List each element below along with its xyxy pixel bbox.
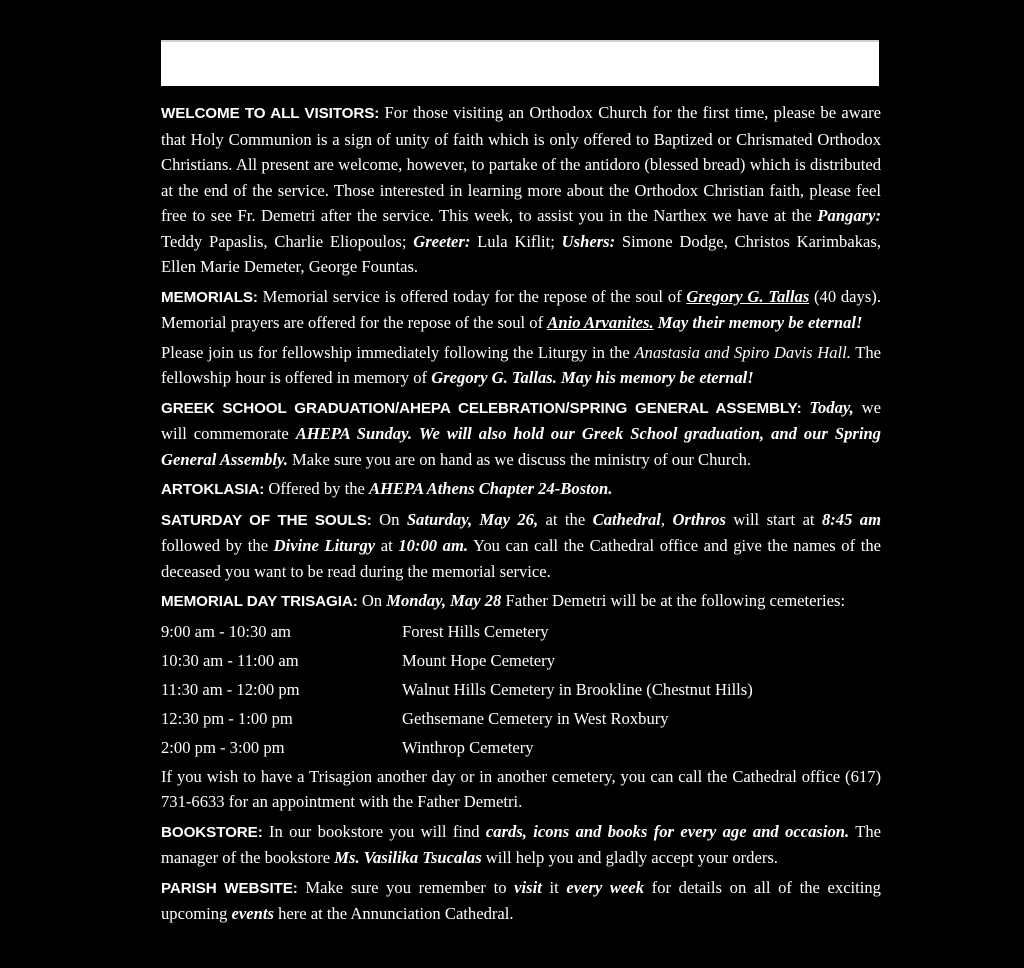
fellowship-paragraph: Please join us for fellowship immediately following the Liturgy in the Anastasia and Spiro Davis Hall. The fellowship hour is offered in memory of Gregory G. Tallas. May his memory be eternal! — [161, 342, 881, 387]
graduation-paragraph: GREEK SCHOOL GRADUATION/AHEPA CELEBRATION/SPRING GENERAL ASSEMBLY: Today, we will commemorate AHEPA Sunday. We will also hold our Greek School graduation, and our Spring General Assembly. Make sure you are on hand as we discuss the ministry of our Church. — [161, 397, 881, 469]
memorials-heading: MEMORIALS: — [161, 288, 258, 306]
schedule-cemetery: Mount Hope Cemetery — [402, 650, 555, 670]
bookstore-paragraph: BOOKSTORE: In our bookstore you will find cards, icons and books for every age and occasion. The manager of the bookstore Ms. Vasilika Tsucalas will help you and gladly accept your orders. — [161, 821, 881, 867]
bookstore-heading: BOOKSTORE: — [161, 823, 263, 841]
graduation-heading: GREEK SCHOOL GRADUATION/AHEPA CELEBRATION/SPRING GENERAL ASSEMBLY: — [161, 399, 802, 417]
schedule-row — [161, 619, 881, 645]
bulletin-content — [161, 100, 881, 927]
cemetery-schedule — [161, 619, 881, 761]
website-heading: PARISH WEBSITE: — [161, 879, 298, 897]
header-band — [161, 40, 879, 86]
schedule-time: 12:30 pm - 1:00 pm — [161, 708, 293, 728]
schedule-cemetery: Winthrop Cemetery — [402, 737, 534, 757]
schedule-cemetery: Gethsemane Cemetery in West Roxbury — [402, 708, 669, 728]
memorial-name: Anio Arvanites. — [547, 313, 654, 332]
schedule-time: 9:00 am - 10:30 am — [161, 621, 291, 641]
souls-heading: SATURDAY OF THE SOULS: — [161, 511, 372, 529]
souls-paragraph: SATURDAY OF THE SOULS: On Saturday, May 26, at the Cathedral, Orthros will start at 8:45 am followed by the Divine Liturgy at 10:00 am. You can call the Cathedral office and give the names of the deceased you want to be read during the memorial service. — [161, 509, 882, 581]
website-paragraph: PARISH WEBSITE: Make sure you remember to visit it every week for details on all of the exciting upcoming events here at the Annunciation Cathedral. — [161, 877, 881, 923]
schedule-time: 11:30 am - 12:00 pm — [161, 679, 300, 699]
schedule-row — [161, 735, 881, 761]
artoklasia-heading: ARTOKLASIA: — [161, 481, 265, 498]
trisagia-heading: MEMORIAL DAY TRISAGIA: — [161, 593, 358, 610]
welcome-paragraph: WELCOME TO ALL VISITORS: For those visiting an Orthodox Church for the first time, please be aware that Holy Communion is a sign of unity of faith which is only offered to Baptized or Chrismated Orthodox Christians. All present are welcome, however, to partake of the antidoro (blessed bread) which is distributed at the end of the service. Those interested in learning more about the Orthodox Christian faith, please feel free to see Fr. Demetri after the service. This week, to assist you in the Narthex we have at the Pangary: Teddy Papaslis, Charlie Eliopoulos; Greeter: Lula Kiflit; Ushers: Simone Dodge, Christos Karimbakas, Ellen Marie Demeter, George Fountas. — [161, 103, 881, 276]
welcome-heading: WELCOME TO ALL VISITORS: — [161, 105, 380, 122]
schedule-row — [161, 648, 881, 674]
schedule-row — [161, 677, 881, 703]
artoklasia-paragraph: ARTOKLASIA: Offered by the AHEPA Athens Chapter 24-Boston. — [161, 479, 613, 498]
schedule-row — [161, 706, 881, 732]
schedule-cemetery: Walnut Hills Cemetery in Brookline (Chestnut Hills) — [402, 679, 753, 699]
trisagia-paragraph: MEMORIAL DAY TRISAGIA: On Monday, May 28 Father Demetri will be at the following cemeteries: — [161, 591, 846, 610]
schedule-time: 10:30 am - 11:00 am — [161, 650, 299, 670]
schedule-cemetery: Forest Hills Cemetery — [402, 621, 549, 641]
schedule-time: 2:00 pm - 3:00 pm — [161, 737, 285, 757]
trisagion-note: If you wish to have a Trisagion another day or in another cemetery, you can call the Cathedral office (617) 731-6633 for an appointment with the Father Demetri. — [161, 766, 881, 811]
memorials-paragraph: MEMORIALS: Memorial service is offered today for the repose of the soul of Gregory G. Tallas (40 days). Memorial prayers are offered for the repose of the soul of Anio Arvanites. May their memory be eternal! — [161, 286, 881, 332]
memorial-name: Gregory G. Tallas — [686, 286, 810, 306]
